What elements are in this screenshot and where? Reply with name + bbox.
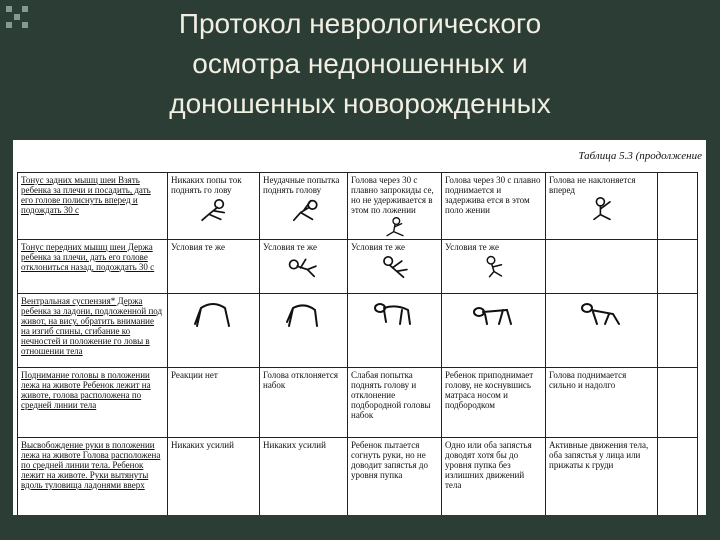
table-row (18, 368, 698, 438)
slide-title-line: доношенных новорожденных (169, 88, 551, 119)
cell-text: Условия те же (351, 242, 406, 252)
table-cell (442, 173, 546, 240)
infant-sitting-figure-icon (585, 197, 619, 221)
corner-decoration (6, 6, 28, 28)
slide-title-line: Протокол неврологического (178, 8, 542, 39)
table-cell (442, 240, 546, 294)
infant-suspended-figure-icon (191, 298, 237, 328)
test-description: Тонус передних мышц шеи Держа ребенка за плечи, дать его голове отклониться назад, подождать 30 с (18, 240, 168, 294)
table-cell-empty (658, 438, 698, 516)
cell-text: Одно или оба запястья доводят хотя бы до уровня пупка без излишних движений тела (445, 440, 532, 490)
cell-text: Голова поднимается сильно и надолго (549, 370, 627, 390)
infant-sitting-figure-icon (287, 197, 321, 223)
cell-text: Условия те же (171, 242, 226, 252)
infant-sitting-figure-icon (380, 217, 410, 237)
table-cell (348, 294, 442, 368)
cell-text: Голова через 30 с плавно поднимается и задержива ется в этом поло жении (445, 175, 541, 215)
table-cell-empty (658, 240, 698, 294)
cell-text: Голова через 30 с плавно запрокиды се, но не удерживается в этом по ложении (351, 175, 434, 215)
cell-text: Условия те же (263, 242, 318, 252)
cell-text: Никаких попы ток поднять го лову (171, 175, 242, 195)
table-cell (546, 173, 658, 240)
table-cell (546, 294, 658, 368)
scanned-table-page (13, 140, 706, 515)
table-cell (168, 438, 260, 516)
table-cell (168, 368, 260, 438)
table-cell (260, 240, 348, 294)
table-cell (442, 294, 546, 368)
table-row (18, 240, 698, 294)
slide-title-line: осмотра недоношенных и (192, 48, 528, 79)
neurological-exam-table (17, 172, 698, 515)
cell-text: Никаких усилий (263, 440, 326, 450)
test-description: Тонус задних мышц шеи Взять ребенка за плечи и посадить, дать его голове полиснуть вперед и подождать 30 с (18, 173, 168, 240)
table-cell (348, 438, 442, 516)
table-row (18, 438, 698, 516)
table-cell (168, 240, 260, 294)
table-cell (260, 294, 348, 368)
table-cell (348, 240, 442, 294)
infant-reclined-figure-icon (287, 254, 321, 280)
cell-text: Никаких усилий (171, 440, 234, 450)
cell-text: Активные движения тела, оба запястья у лица или прижаты к груди (549, 440, 649, 470)
infant-sitting-figure-icon (197, 197, 231, 223)
table-cell (168, 294, 260, 368)
table-cell (546, 368, 658, 438)
table-cell (348, 368, 442, 438)
cell-text: Условия те же (445, 242, 500, 252)
test-description: Высвобождение руки в положении лежа на животе Голова расположена по средней линии тела. Ребенок лежит на животе. Руки вытянуты вдоль туловища ладонями вверх (18, 438, 168, 516)
test-description: Вентральная суспензия* Держа ребенка за ладони, подложенной под живот, на вису, обратить внимание на изгиб спины, сгибание ко нечностей и положение го ловы в отношении тела (18, 294, 168, 368)
cell-text: Голова не наклоняется вперед (549, 175, 636, 195)
table-cell (260, 173, 348, 240)
table-row (18, 173, 698, 240)
infant-reclined-figure-icon (378, 254, 412, 280)
table-cell-empty (658, 173, 698, 240)
infant-reclined-figure-icon (479, 254, 509, 280)
infant-suspended-figure-icon (579, 298, 625, 328)
cell-text: Голова отклоняется набок (263, 370, 338, 390)
test-description: Поднимание головы в положении лежа на животе Ребенок лежит на животе, голова расположена по средней линии тела (18, 368, 168, 438)
table-cell (442, 438, 546, 516)
cell-text: Слабая попытка поднять голову и отклонение подбородной головы набок (351, 370, 431, 420)
table-cell (546, 240, 658, 294)
infant-suspended-figure-icon (471, 298, 517, 328)
table-cell-empty (658, 368, 698, 438)
table-cell (260, 368, 348, 438)
table-cell-empty (658, 294, 698, 368)
table-cell (546, 438, 658, 516)
cell-text: Ребенок приподнимает голову, не коснувшись матраса носом и подбородком (445, 370, 534, 410)
table-row (18, 294, 698, 368)
table-caption: Таблица 5.3 (продолжение (578, 150, 702, 162)
infant-suspended-figure-icon (372, 298, 418, 328)
slide-title (40, 4, 680, 124)
infant-suspended-figure-icon (281, 298, 327, 328)
cell-text: Неудачные попытка поднять голову (263, 175, 340, 195)
cell-text: Ребенок пытается согнуть руки, но не доводит запястья до уровня пупка (351, 440, 428, 480)
table-cell (348, 173, 442, 240)
table-cell (442, 368, 546, 438)
table-cell (168, 173, 260, 240)
cell-text: Реакции нет (171, 370, 218, 380)
table-cell (260, 438, 348, 516)
